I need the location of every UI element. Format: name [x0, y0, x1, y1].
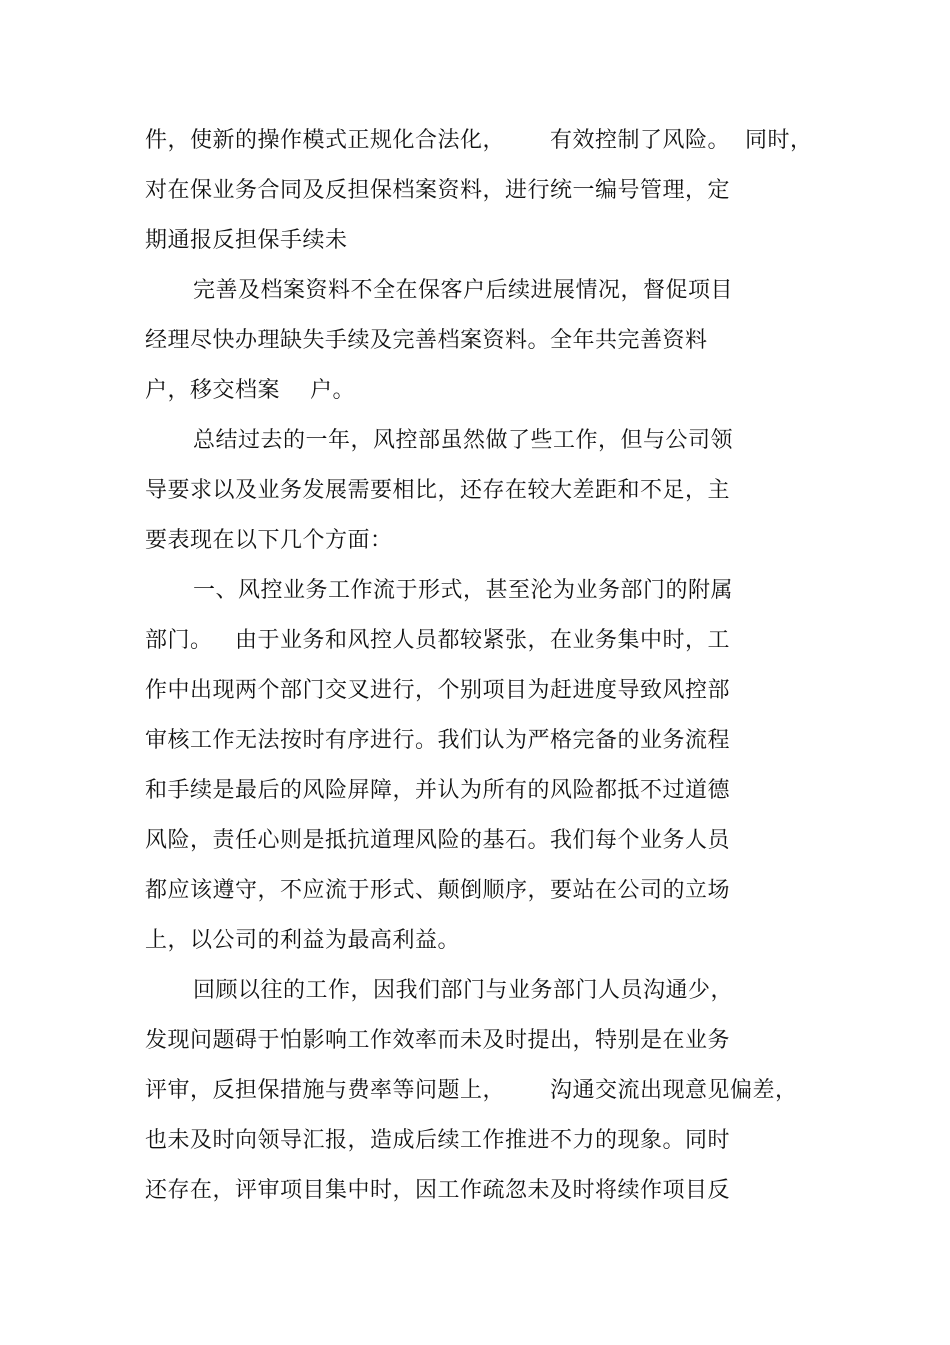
text-line: 件，使新的操作模式正规化合法化， 有效控制了风险。 同时， [145, 128, 813, 153]
text-line: 户，移交档案 户。 [145, 378, 355, 403]
text-line: 对在保业务合同及反担保档案资料，进行统一编号管理，定 [145, 178, 731, 203]
text-line: 经理尽快办理缺失手续及完善档案资料。全年共完善资料 [145, 328, 708, 353]
text-line: 和手续是最后的风险屏障，并认为所有的风险都抵不过道德 [145, 778, 731, 803]
text-line: 导要求以及业务发展需要相比，还存在较大差距和不足，主 [145, 478, 731, 503]
text-line: 完善及档案资料不全在保客户后续进展情况，督促项目 [193, 278, 734, 303]
text-line: 要表现在以下几个方面： [145, 528, 393, 553]
text-line: 一、风控业务工作流于形式，甚至沦为业务部门的附属 [193, 578, 734, 603]
text-line: 发现问题碍于怕影响工作效率而未及时提出，特别是在业务 [145, 1028, 731, 1053]
text-line: 期通报反担保手续未 [145, 228, 348, 253]
text-line: 审核工作无法按时有序进行。我们认为严格完备的业务流程 [145, 728, 731, 753]
text-line: 评审，反担保措施与费率等问题上， 沟通交流出现意见偏差， [145, 1078, 798, 1103]
text-line: 回顾以往的工作，因我们部门与业务部门人员沟通少， [193, 978, 734, 1003]
text-line: 部门。 由于业务和风控人员都较紧张，在业务集中时，工 [145, 628, 730, 653]
text-line: 总结过去的一年，风控部虽然做了些工作，但与公司领 [193, 428, 734, 453]
text-line: 上，以公司的利益为最高利益。 [145, 928, 461, 953]
text-line: 都应该遵守，不应流于形式、颠倒顺序，要站在公司的立场 [145, 878, 731, 903]
text-line: 风险，责任心则是抵抗道理风险的基石。我们每个业务人员 [145, 828, 731, 853]
text-line: 也未及时向领导汇报，造成后续工作推进不力的现象。同时 [145, 1128, 731, 1153]
text-line: 还存在，评审项目集中时，因工作疏忽未及时将续作项目反 [145, 1178, 731, 1203]
text-line: 作中出现两个部门交叉进行，个别项目为赶进度导致风控部 [145, 678, 731, 703]
